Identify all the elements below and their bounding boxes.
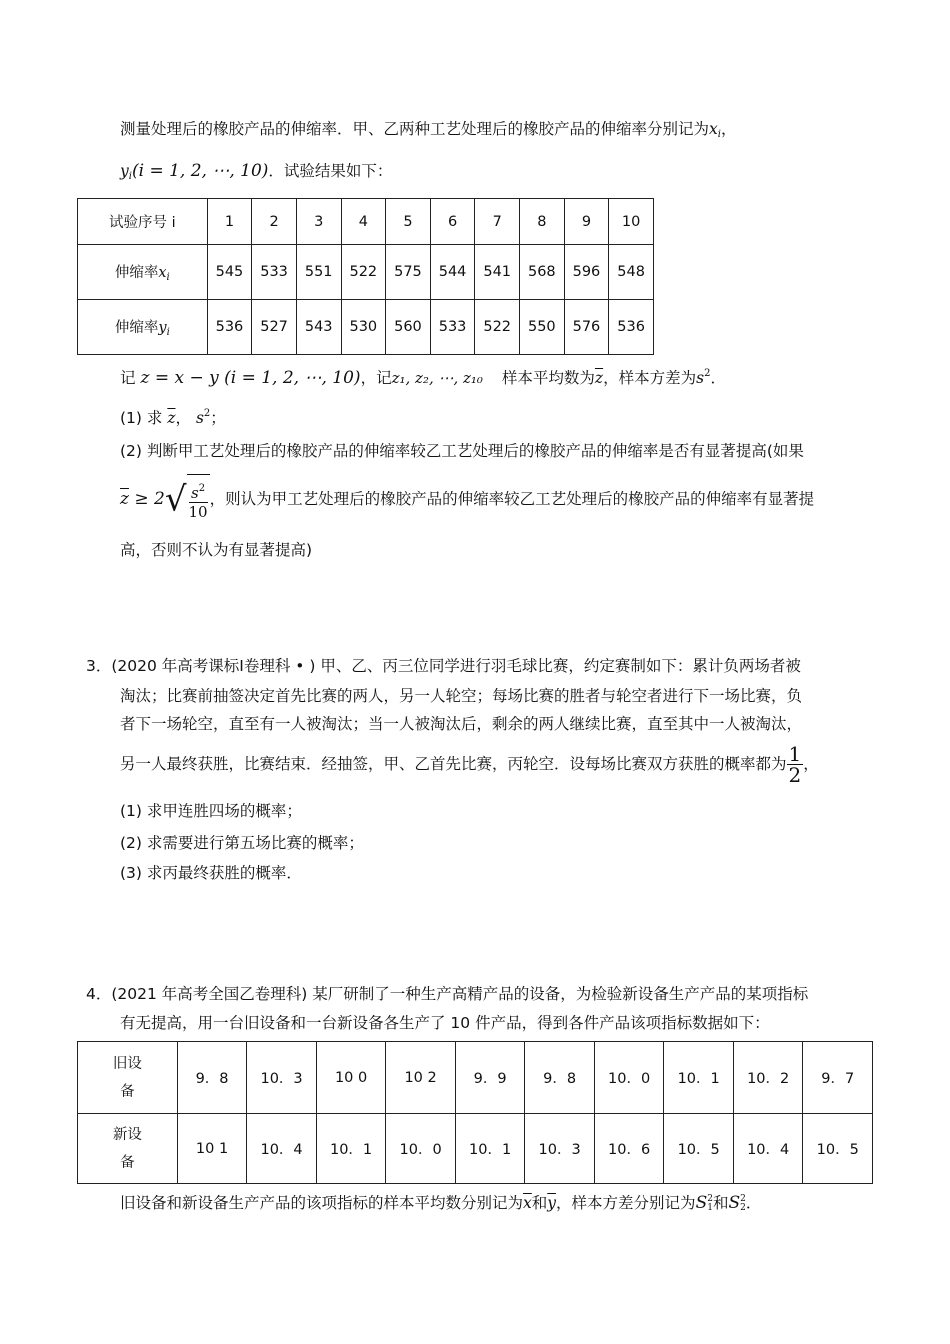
table-cell: 10．1 [664, 1042, 734, 1114]
part-2-line-1: (2) 判断甲工艺处理后的橡胶产品的伸缩率较乙工艺处理后的橡胶产品的伸缩率是否有显著提高(如果 [120, 442, 804, 460]
table-cell: 533 [430, 300, 475, 355]
part-1-line: (1) 求 $\overline{z}$， $s^2$； [120, 408, 226, 427]
z-bar: $\overline{z}$ [594, 369, 604, 387]
table-row-x [78, 245, 654, 300]
table-row-old-device [78, 1042, 873, 1114]
table-cell: 10 0 [316, 1042, 386, 1114]
row-label-new-device: 新设 备 [78, 1114, 178, 1184]
intro-line-2: $y_i(i = 1$, 2, ⋯, 10)．试验结果如下： [120, 161, 393, 182]
table-cell: 9．7 [803, 1042, 873, 1114]
table-cell: 527 [252, 300, 297, 355]
table-cell: 10 1 [177, 1114, 247, 1184]
table-header-cell: 10 [609, 199, 654, 245]
table-cell: 541 [475, 245, 520, 300]
q4-line-1: 4．(2021 年高考全国乙卷理科) 某厂研制了一种生产高精产品的设备，为检验新设备生产产品的某项指标 [86, 985, 809, 1003]
table-header-cell: 4 [341, 199, 386, 245]
table-cell: 10．3 [525, 1114, 595, 1184]
table-cell: 548 [609, 245, 654, 300]
row-label-y: 伸缩率$y_i$ [78, 300, 208, 355]
table-header-row [78, 199, 654, 245]
sqrt-expression: √ $\frac{s^2}{10}$ [165, 474, 210, 525]
q3-part-3: (3) 求丙最终获胜的概率． [120, 864, 302, 882]
table-cell: 10．5 [664, 1114, 734, 1184]
intro-line-1: 测量处理后的橡胶产品的伸缩率．甲、乙两种工艺处理后的橡胶产品的伸缩率分别记为$x_i$， [120, 120, 737, 140]
table-cell: 10．0 [386, 1114, 456, 1184]
table-header-cell: 3 [296, 199, 341, 245]
table-cell: 10．1 [316, 1114, 386, 1184]
table-cell: 596 [564, 245, 609, 300]
table-cell: 536 [207, 300, 252, 355]
table-cell: 10 2 [386, 1042, 456, 1114]
table-header-cell: 试验序号 i [78, 199, 208, 245]
definition-line: 记 z = x − y (i = 1, 2, ⋯, 10)，记z₁, z₂, ⋯, z₁₀ 样本平均数为$\overline{z}$，样本方差为$s^2$． [120, 368, 726, 388]
q3-line-4: 另一人最终获胜，比赛结束．经抽签，甲、乙首先比赛，丙轮空．设每场比赛双方获胜的概率都为 $\frac{1}{2}$ ， [120, 742, 819, 787]
table-cell: 545 [207, 245, 252, 300]
q3-line-3: 者下一场轮空，直至有一人被淘汰；当一人被淘汰后，剩余的两人继续比赛，直至其中一人被淘汰， [120, 715, 803, 733]
table-cell: 9．8 [525, 1042, 595, 1114]
table-cell: 9．8 [177, 1042, 247, 1114]
table-header-cell: 9 [564, 199, 609, 245]
table-cell: 543 [296, 300, 341, 355]
table-cell: 9．9 [455, 1042, 525, 1114]
table-cell: 10．3 [247, 1042, 317, 1114]
table-cell: 530 [341, 300, 386, 355]
table-row-new-device [78, 1114, 873, 1184]
table-cell: 10．2 [733, 1042, 803, 1114]
one-half-fraction: $\frac{1}{2}$ [788, 742, 802, 787]
row-label-old-device: 旧设 备 [78, 1042, 178, 1114]
stretch-rate-table [77, 198, 654, 355]
table-cell: 10．5 [803, 1114, 873, 1184]
device-index-table [77, 1041, 873, 1184]
table-cell: 522 [341, 245, 386, 300]
q3-part-2: (2) 求需要进行第五场比赛的概率； [120, 834, 364, 852]
table-header-cell: 5 [386, 199, 431, 245]
part-2-line-2: $\overline{z} \ge 2√$ $\frac{s^2}{10}$ ，则认为甲工艺处理后的橡胶产品的伸缩率较乙工艺处理后的橡胶产品的伸缩率有显著提 [120, 474, 814, 524]
table-header-cell: 8 [520, 199, 565, 245]
table-cell: 10．6 [594, 1114, 664, 1184]
table-cell: 10．4 [247, 1114, 317, 1184]
table-header-cell: 7 [475, 199, 520, 245]
part-2-line-3: 高，否则不认为有显著提高) [120, 541, 313, 559]
q3-line-2: 淘汰；比赛前抽签决定首先比赛的两人，另一人轮空；每场比赛的胜者与轮空者进行下一场比赛，负 [120, 687, 803, 705]
table-header-cell: 1 [207, 199, 252, 245]
row-label-x: 伸缩率$x_i$ [78, 245, 208, 300]
table-cell: 10．1 [455, 1114, 525, 1184]
s-squared: $s^2$ [195, 408, 211, 427]
table-cell: 576 [564, 300, 609, 355]
table-header-cell: 2 [252, 199, 297, 245]
table-cell: 10．4 [733, 1114, 803, 1184]
q3-part-1: (1) 求甲连胜四场的概率； [120, 802, 302, 820]
q4-line-2: 有无提高，用一台旧设备和一台新设备各生产了 10 件产品，得到各件产品该项指标数据如下： [120, 1014, 770, 1032]
table-cell: 550 [520, 300, 565, 355]
table-header-cell: 6 [430, 199, 475, 245]
table-cell: 560 [386, 300, 431, 355]
q4-footer: 旧设备和新设备生产产品的该项指标的样本平均数分别记为$\overline{x}$和$\overline{y}$，样本方差分别记为S2 1和S2 2． [120, 1193, 762, 1213]
table-cell: 575 [386, 245, 431, 300]
table-cell: 544 [430, 245, 475, 300]
s-squared: $s^2$ [696, 368, 711, 387]
z-bar: $\overline{z}$ [167, 409, 176, 427]
table-row-y [78, 300, 654, 355]
table-cell: 10．0 [594, 1042, 664, 1114]
table-cell: 536 [609, 300, 654, 355]
table-cell: 522 [475, 300, 520, 355]
table-cell: 551 [296, 245, 341, 300]
table-cell: 568 [520, 245, 565, 300]
table-cell: 533 [252, 245, 297, 300]
q3-line-1: 3．(2020 年高考课标Ⅰ卷理科 • ) 甲、乙、丙三位同学进行羽毛球比赛，约定赛制如下：累计负两场者被 [86, 657, 801, 675]
